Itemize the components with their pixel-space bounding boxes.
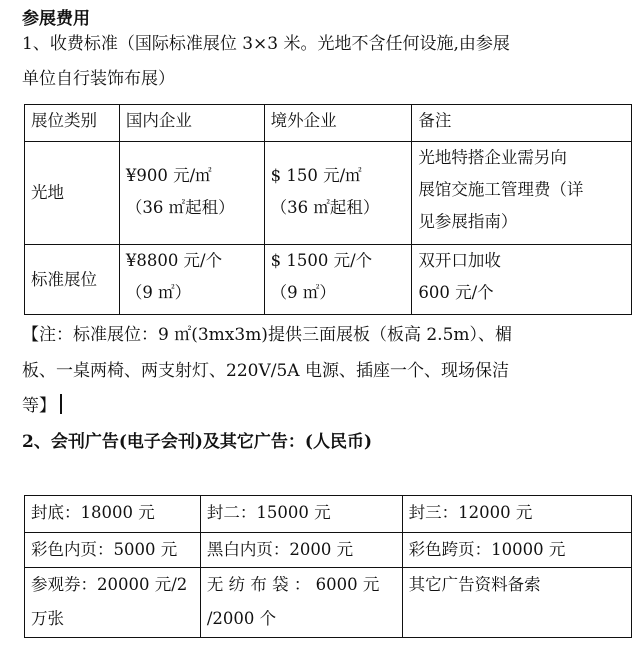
table-row [25, 533, 632, 568]
table-header-row [25, 105, 632, 142]
header-note: 备注 [412, 105, 632, 142]
ad-price-table [24, 495, 632, 638]
cell-foreign: $ 1500 元/个 （9 ㎡） [264, 245, 412, 315]
cell-category: 光地 [25, 142, 120, 245]
ad-price-cell: 彩色跨页：10000 元 [402, 533, 631, 568]
ad-price-cell: 无 纺 布 袋 ： 6000 元 /2000 个 [200, 568, 402, 638]
cell-domestic: ¥900 元/㎡ （36 ㎡起租） [119, 142, 264, 245]
text-cursor [60, 394, 62, 414]
header-booth-type: 展位类别 [25, 105, 120, 142]
ad-price-cell: 其它广告资料备索 [402, 568, 631, 638]
ad-section-heading: 2、会刊广告(电子会刊)及其它广告：(人民币) [22, 432, 373, 452]
cell-category: 标准展位 [25, 245, 120, 315]
cell-note: 双开口加收 600 元/个 [412, 245, 632, 315]
cell-domestic: ¥8800 元/个 （9 ㎡） [119, 245, 264, 315]
ad-price-cell: 参观券：20000 元/2 万张 [25, 568, 201, 638]
booth-note-line-1: 【注：标准展位：9 ㎡(3mx3m)提供三面展板（板高 2.5m）、楣 [22, 325, 513, 345]
page-title: 参展费用 [22, 9, 90, 29]
cell-foreign: $ 150 元/㎡ （36 ㎡起租） [264, 142, 412, 245]
booth-note-line-2: 板、一桌两椅、两支射灯、220V/5A 电源、插座一个、现场保洁 [22, 361, 509, 381]
header-foreign: 境外企业 [264, 105, 412, 142]
table-row [25, 142, 632, 245]
table-row [25, 568, 632, 638]
ad-price-cell: 黑白内页：2000 元 [200, 533, 402, 568]
booth-fee-table [24, 104, 632, 315]
table-row [25, 496, 632, 533]
ad-price-cell: 彩色内页：5000 元 [25, 533, 201, 568]
booth-note-line-3: 等】 [22, 390, 62, 422]
table-row [25, 245, 632, 315]
cell-note: 光地特搭企业需另向 展馆交施工管理费（详 见参展指南） [412, 142, 632, 245]
ad-price-cell: 封底：18000 元 [25, 496, 201, 533]
header-domestic: 国内企业 [119, 105, 264, 142]
fee-standard-line-1: 1、收费标准（国际标准展位 3×3 米。光地不含任何设施,由参展 [22, 34, 510, 54]
ad-price-cell: 封二：15000 元 [200, 496, 402, 533]
fee-standard-line-2: 单位自行装饰布展） [22, 69, 175, 89]
ad-price-cell: 封三：12000 元 [402, 496, 631, 533]
